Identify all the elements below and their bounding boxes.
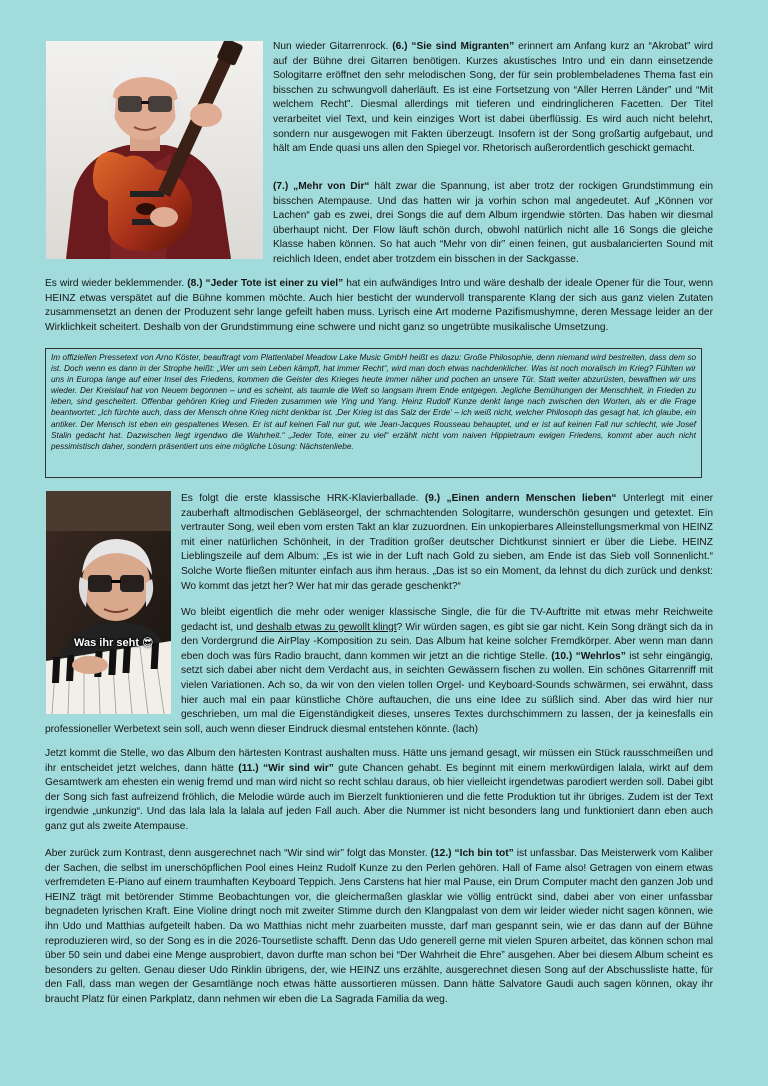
song-title-10: (10.) “Wehrlos” <box>551 650 626 662</box>
paragraph-song-6: Nun wieder Gitarrenrock. (6.) “Sie sind Migranten” erinnert am Anfang kurz an “Akrobat” wird auf der Bühne drei Gitarren benötigen. Kurzes akustisches Intro und ein dann einsetzende Sologitarre eröffnet den sehr melodischen Song, der für sein problembeladenes Thema fast ein bisschen zu schwungvoll daherläuft. Es ist eine Fortsetzung von “Aller Herren Länder” und “Mit welchem Recht”. Diesmal allerdings mit tieferen und eindringlicheren Facetten. Der Titel verarbeitet viel Text, und kein einziges Wort ist dabei überflüssig. Es wird auch nicht belehrt, sondern nur ausgewogen mit Fakten überzeugt. Insofern ist der Song großartig aufgebaut, und hält am Ende quasi uns allen den Spiegel vor. Rhetorisch außerordentlich geschickt gemacht. <box>273 41 713 155</box>
photo-caption: Was ihr seht 😎 <box>74 637 154 649</box>
guitarist-illustration <box>46 41 263 259</box>
press-quote-box <box>45 348 702 478</box>
press-quote-text: Im offiziellen Pressetext von Arno Köster, beauftragt vom Plattenlabel Meadow Lake Music GmbH heißt es dazu: Große Philosophie, denn niemand wird bestreiten, dass dem so ist. Doch wenn es dann in der Strophe heißt: „Wer um sein Leben kämpft, hat immer Recht“, wird man doch etwas nachdenklicher. Was ist noch moralisch im Krieg? Fühlten wir uns in Europa lange auf einer Insel des Friedens, kommen die Geister des Krieges heute immer näher und pochen an unsere Tür. Statt weiter abzurüsten, bewaffnen wir uns wieder. Der Kreislauf hat von Neuem begonnen – und es scheint, als taumle die Welt so langsam ihrem Ende entgegen. Jegliche Bemühungen der Menschheit, in Frieden zu leben, sind gescheitert. Offenbar gehören Krieg und Frieden zusammen wie Ying und Yang. Heinz Rudolf Kunze denkt lange nach zwischen den Worten, als er die Frage beantwortet: „Ich fürchte auch, dass der Mensch ohne Krieg nicht denkbar ist. ‚Der Krieg ist das Salz der Erde‘ – ich weiß nicht, welcher Philosoph das gesagt hat, ich glaube, ein antiker. Der Mensch ist eben ein gespaltenes Wesen. Er ist auf keinen Fall nur gut, wie Jean-Jacques Rousseau behauptet, und er ist auf keinen Fall nur schlecht, wie Josef Stalin gedacht hat. Dazwischen liegt irgendwo die Wahrheit.“ „Jeder Tote, einer zu viel“ erzählt nicht vom naiven Hippietraum ewigen Friedens, kommt aber auch nicht pessimistisch daher, sondern präsentiert uns eine mögliche Lösung: Nächstenliebe. <box>51 353 696 451</box>
song-title-6: (6.) “Sie sind Migranten” <box>392 41 515 52</box>
song-title-8: (8.) “Jeder Tote ist einer zu viel” <box>187 278 344 289</box>
song-title-11: (11.) “Wir sind wir” <box>238 762 334 774</box>
paragraph-song-7: (7.) „Mehr von Dir“ hält zwar die Spannung, ist aber trotz der rockigen Grundstimmung ein bisschen Atempause. Und das hatten wir ja vorhin schon mal angedeutet. Auf „Können vor Lachen“ gab es zwei, drei Songs die auf dem Album irgendwie störten. Das haben wir diesmal überhaupt nicht. Der Flow läuft schön durch, obwohl natürlich nicht alle 16 Songs die gleiche Klasse haben können. So hat auch “Mehr von dir” einen feinen, gut ausbalancierten Sound mit reichlich Ideen, endet aber trotzdem ein bisschen in der Sackgasse. <box>273 181 713 265</box>
song-title-7: (7.) „Mehr von Dir“ <box>273 181 370 192</box>
guitarist-photo <box>46 41 263 259</box>
paragraph-song-8: Es wird wieder beklemmender. (8.) “Jeder Tote ist einer zu viel” hat ein aufwändiges Intro und wäre deshalb der ideale Opener für die Tour, wenn HEINZ etwas verspätet auf die Bühne kommen möchte. Auch hier besticht der wundervoll transparente Klang der sich aus ganz vielen Zutaten zusammensetzt an denen der Produzent sehr lange gefeilt haben muss. Lyrisch eine Art moderne Pazifismushymne, deren Message leider an der Wirklichkeit scheitert. Deshalb von der Grundstimmung eine schwere und nicht ganz so ungetrübte musikalische Umsetzung. <box>45 278 713 333</box>
paragraph-song-12: Aber zurück zum Kontrast, denn ausgerechnet nach “Wir sind wir” folgt das Monster. (12.) “Ich bin tot” ist unfassbar. Das Meisterwerk vom Kaliber der Sachen, die selbst im unerschöpflichen Pool eines Heinz Rudolf Kunze zu den Perlen gehören. Hall of Fame also! Getragen von einem etwas verfremdeten E-Piano auf einem traumhaften Keyboard Teppich. Jens Carstens hat hier mal Pause, ein Drum Computer macht den ganzen Job und HEINZ trägt mit betörender Stimme Beobachtungen vor, die gleichermaßen glasklar wie völlig entrückt sind, dabei aber von einer unfassbar begnadeten lyrischen Kraft. Eine Violine dringt noch mit zweiter Stimme durch den Klangpalast von dem wir leider wieder nicht sagen können, wie ihn Udo und Matthias aufgeteilt haben. Da wo Matthias nicht mehr zuarbeiten musste, darf man gespannt sein, wie er das dann auf der Bühne reproduzieren wird, so der Song es in die 2026-Toursetliste schafft. Denn das Udo generell gerne mit vielen Spuren arbeitet, das können schon mal über 50 sein und dabei eine Menge ausprobiert, davon durfte man schon bei “Der Wahrheit die Ehre” ausgehen. Aber bei diesem Album scheint es besonders zu gelten. Genau dieser Udo Rinklin übrigens, der, wie HEINZ uns erzählte, ausgerechnet diesen Song auf der Abschussliste hatte, für den Fall, dass man wegen der Gesamtlänge noch etwas hätte aussortieren müssen. Dann hätte Salvatore Gaudi auch sagen können, okay ihr braucht Platz für einen Parkplatz, dann nehmen wir eben die La Sagrada Familia da weg. <box>45 848 713 1005</box>
photo-spacer <box>45 606 181 718</box>
paragraph-song-11: Jetzt kommt die Stelle, wo das Album den härtesten Kontrast aushalten muss. Hätte uns jemand gesagt, wir müssen ein Stück rausschmeißen und ihr entscheidet jetzt welches, dann hätte (11.) “Wir sind wir” gute Chancen gehabt. Es beginnt mit einem merkwürdigen lalala, wirkt auf dem Gesamtwerk am ehesten ein wenig fremd und man wird nicht so recht schlau daraus, ob hier vielleicht irgendetwas parodiert werden soll. Dabei gibt der Song sich fast aufreizend fröhlich, die Melodie würde auch im Bierzelt funktionieren und die fette Produktion tut ihr übriges. Zudem ist der Text irgendwie „unkunzig“. Und das lala lala la lalala auf jeden Fall auch. Aber die Nummer ist nicht besonders lang und funktioniert dann eben auch ganz gut als zweite Atempause. <box>45 748 714 832</box>
paragraph-song-10: Wo bleibt eigentlich die mehr oder weniger klassische Single, die für die TV-Auftritte mit etwas mehr Reichweite gedacht ist, und deshalb etwas zu gewollt klingt? Wir würden sagen, es gibt sie gar nicht. Kein Song drängt sich da in den Vordergrund die AirPlay -Komposition zu sein. Das Album hat keine solcher Fremdkörper. Aber wenn man dann eben doch was fürs Radio braucht, dann kommen wir jetzt an die richtige Stelle. (10.) “Wehrlos” ist sehr eingängig, setzt sich dabei aber nicht dem Verdacht aus, in seichten Gewässern fischen zu wollen. Ein schönes Gitarrenriff mit vielen Variationen. Ach so, da wir von den vielen tollen Orgel- und Keyboard-Sounds schwärmen, sei erwähnt, dass hier auch mal ein paar künstliche Chöre auftauchen, die uns eine Idee zu süßlich sind. Aber das wird hier nur geschrieben, um mal die Eigenständigkeit dieses, unseres Textes durchschimmern zu lassen, der ja keinesfalls ein professioneller Werbetext sein soll, auch wenn dieser Eindruck diesmal entstehen könnte. (lach) <box>45 607 714 735</box>
underlined-phrase: deshalb etwas zu gewollt klingt <box>256 621 397 633</box>
paragraph-song-9: Es folgt die erste klassische HRK-Klavierballade. (9.) „Einen andern Menschen lieben“ Unterlegt mit einer zauberhaft altmodischen Gebläseorgel, der schmachtenden Sologitarre, wunderschön gesungen und getextet. Ein vertrauter Song, weil eben vom ersten Takt an klar zuzuordnen. Ein unkopierbares Alleinstellungsmerkmal von HEINZ mit einer natürlichen Schönheit, in der Tradition großer deutscher Dichtkunst sinniert er über die Liebe. HEINZ Lieblingszeile auf dem Album: „Es ist wie in der Luft nach Gold zu sieben, am Ende ist das Sieb voll Sonnenlicht.“ Solche Worte fließen mitunter einfach aus ihm heraus. „Das ist so ein Moment, da lehnst du dich zurück und denkst: Wo kommt das jetzt her? Wer hat mir das gerade geschenkt?“ <box>181 493 713 592</box>
song-title-9: (9.) „Einen andern Menschen lieben“ <box>424 493 617 504</box>
song-title-12: (12.) “Ich bin tot” <box>430 848 514 859</box>
